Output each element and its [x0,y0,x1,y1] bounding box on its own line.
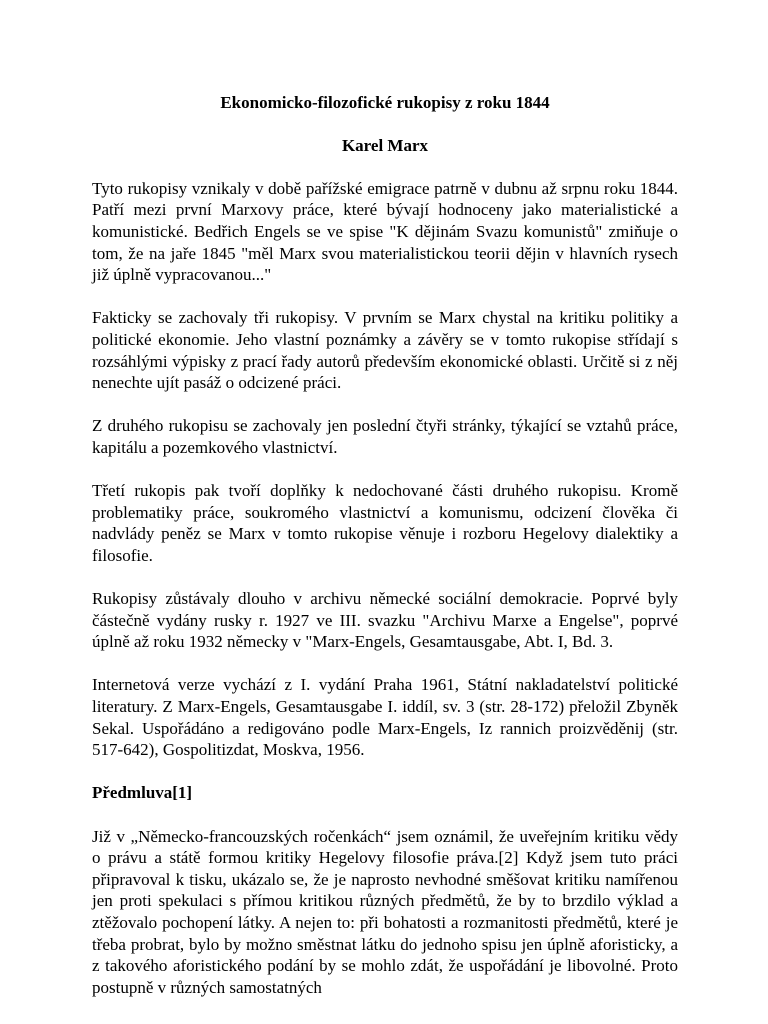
paragraph-origin: Tyto rukopisy vznikaly v době pařížské emigrace patrně v dubnu až srpnu roku 1844. Patří mezi první Marxovy práce, které bývají hodnoceny jako materialistické a komunistické. Bedřich Engels se ve spise "K dějinám Svazu komunistů" zmiňuje o tom, že na jaře 1845 "měl Marx svou materialistickou teorii dějin v hlavních rysech již úplně vypracovanou..." [92,178,678,285]
paragraph-publication-history: Rukopisy zůstávaly dlouho v archivu německé sociální demokracie. Poprvé byly částečně vydány rusky r. 1927 ve III. svazku "Archivu Marxe a Engelse", poprvé úplně až roku 1932 německy v "Marx-Engels, Gesamtausgabe, Abt. I, Bd. 3. [92,589,678,652]
paragraph-manuscripts: Fakticky se zachovaly tři rukopisy. V prvním se Marx chystal na kritiku politiky a politické ekonomie. Jeho vlastní poznámky a závěry se v tomto rukopise střídají s rozsáhlými výpisky z prací řady autorů především ekonomické oblasti. Určitě si z něj nenechte ujít pasáž o odcizené práci. [92,308,678,393]
paragraph-edition-info: Internetová verze vychází z I. vydání Praha 1961, Státní nakladatelství politické literatury. Z Marx-Engels, Gesamtausgabe I. iddíl, sv. 3 (str. 28-172) přeložil Zbyněk Sekal. Uspořádáno a redigováno podle Marx-Engels, Iz rannich proizvěděnij (str. 517-642), Gospolitizdat, Moskva, 1956. [92,675,678,760]
section-paragraph: Již v „Německo-francouzských ročenkách“ jsem oznámil, že uveřejním kritiku vědy o právu a státě formou kritiky Hegelovy filosofie práva.[2] Když jsem tuto práci připravoval k tisku, ukázalo se, že je naprosto nevhodné směšovat kritiku namířenou jen proti spekulaci s přímou kritikou různých předmětů, že by to brzdilo výklad a ztěžovalo pochopení látky. A nejen to: při bohatosti a rozmanitosti předmětů, které je třeba probrat, bylo by možno směstnat látku do jednoho spisu jen úplně aforisticky, a z takového aforistického podání by se mohlo zdát, že uspořádání je libovolné. Proto postupně v různých samostatných [92,826,678,997]
document-content [92,92,678,998]
paragraph-second-manuscript: Z druhého rukopisu se zachovaly jen poslední čtyři stránky, týkající se vztahů práce, kapitálu a pozemkového vlastnictví. [92,416,678,457]
section-heading: Předmluva[1] [92,783,193,803]
document-title: Ekonomicko-filozofické rukopisy z roku 1844 [220,93,550,112]
paragraph-third-manuscript: Třetí rukopis pak tvoří doplňky k nedochované části druhého rukopisu. Kromě problematiky práce, soukromého vlastnictví a komunismu, odcizení člověka či nadvlády peněz se Marx v tomto rukopise věnuje i rozboru Hegelovy dialektiky a filosofie. [92,481,678,565]
document-author: Karel Marx [341,135,429,155]
